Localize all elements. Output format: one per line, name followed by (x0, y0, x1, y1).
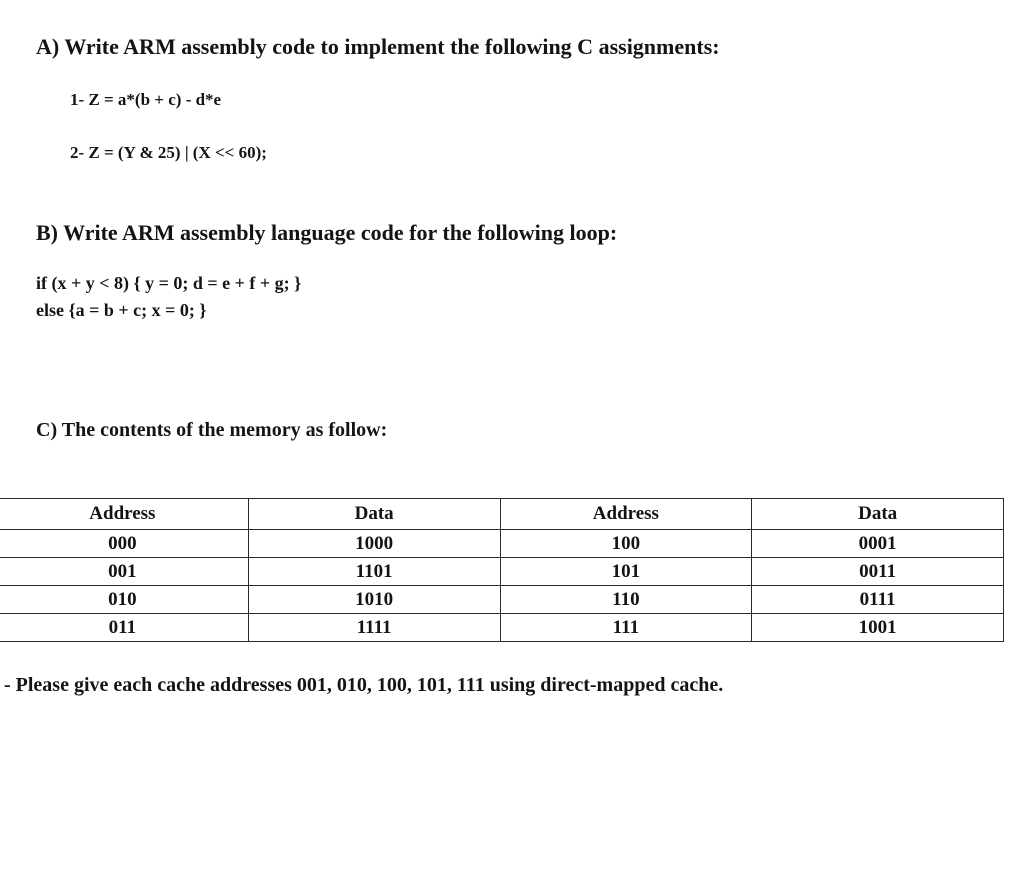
table-cell: 0001 (752, 530, 1004, 558)
header-address-2: Address (500, 499, 752, 530)
table-row (0, 614, 1004, 642)
section-c-question: - Please give each cache addresses 001, 010, 100, 101, 111 using direct-mapped cache. (4, 674, 724, 696)
table-row (0, 558, 1004, 586)
table-cell: 1010 (248, 586, 500, 614)
table-cell: 1000 (248, 530, 500, 558)
table-cell: 001 (0, 558, 248, 586)
table-cell: 000 (0, 530, 248, 558)
section-b-code-line-2: else {a = b + c; x = 0; } (36, 300, 207, 320)
table-cell: 111 (500, 614, 752, 642)
memory-table-header-row (0, 499, 1004, 530)
table-cell: 1101 (248, 558, 500, 586)
section-c-title: C) The contents of the memory as follow: (36, 419, 388, 441)
section-a-item-1: 1- Z = a*(b + c) - d*e (70, 90, 222, 109)
table-cell: 110 (500, 586, 752, 614)
section-a-item-2: 2- Z = (Y & 25) | (X << 60); (70, 143, 267, 162)
table-cell: 011 (0, 614, 248, 642)
table-row (0, 530, 1004, 558)
table-cell: 0011 (752, 558, 1004, 586)
table-cell: 010 (0, 586, 248, 614)
table-cell: 1001 (752, 614, 1004, 642)
section-b-title: B) Write ARM assembly language code for the following loop: (36, 220, 618, 245)
table-row (0, 586, 1004, 614)
section-a-title: A) Write ARM assembly code to implement the following C assignments: (36, 34, 720, 59)
header-data-2: Data (752, 499, 1004, 530)
table-cell: 0111 (752, 586, 1004, 614)
header-address-1: Address (0, 499, 248, 530)
table-cell: 100 (500, 530, 752, 558)
memory-table (0, 498, 1004, 642)
table-cell: 101 (500, 558, 752, 586)
header-data-1: Data (248, 499, 500, 530)
table-cell: 1111 (248, 614, 500, 642)
section-b-code-line-1: if (x + y < 8) { y = 0; d = e + f + g; } (36, 273, 302, 293)
